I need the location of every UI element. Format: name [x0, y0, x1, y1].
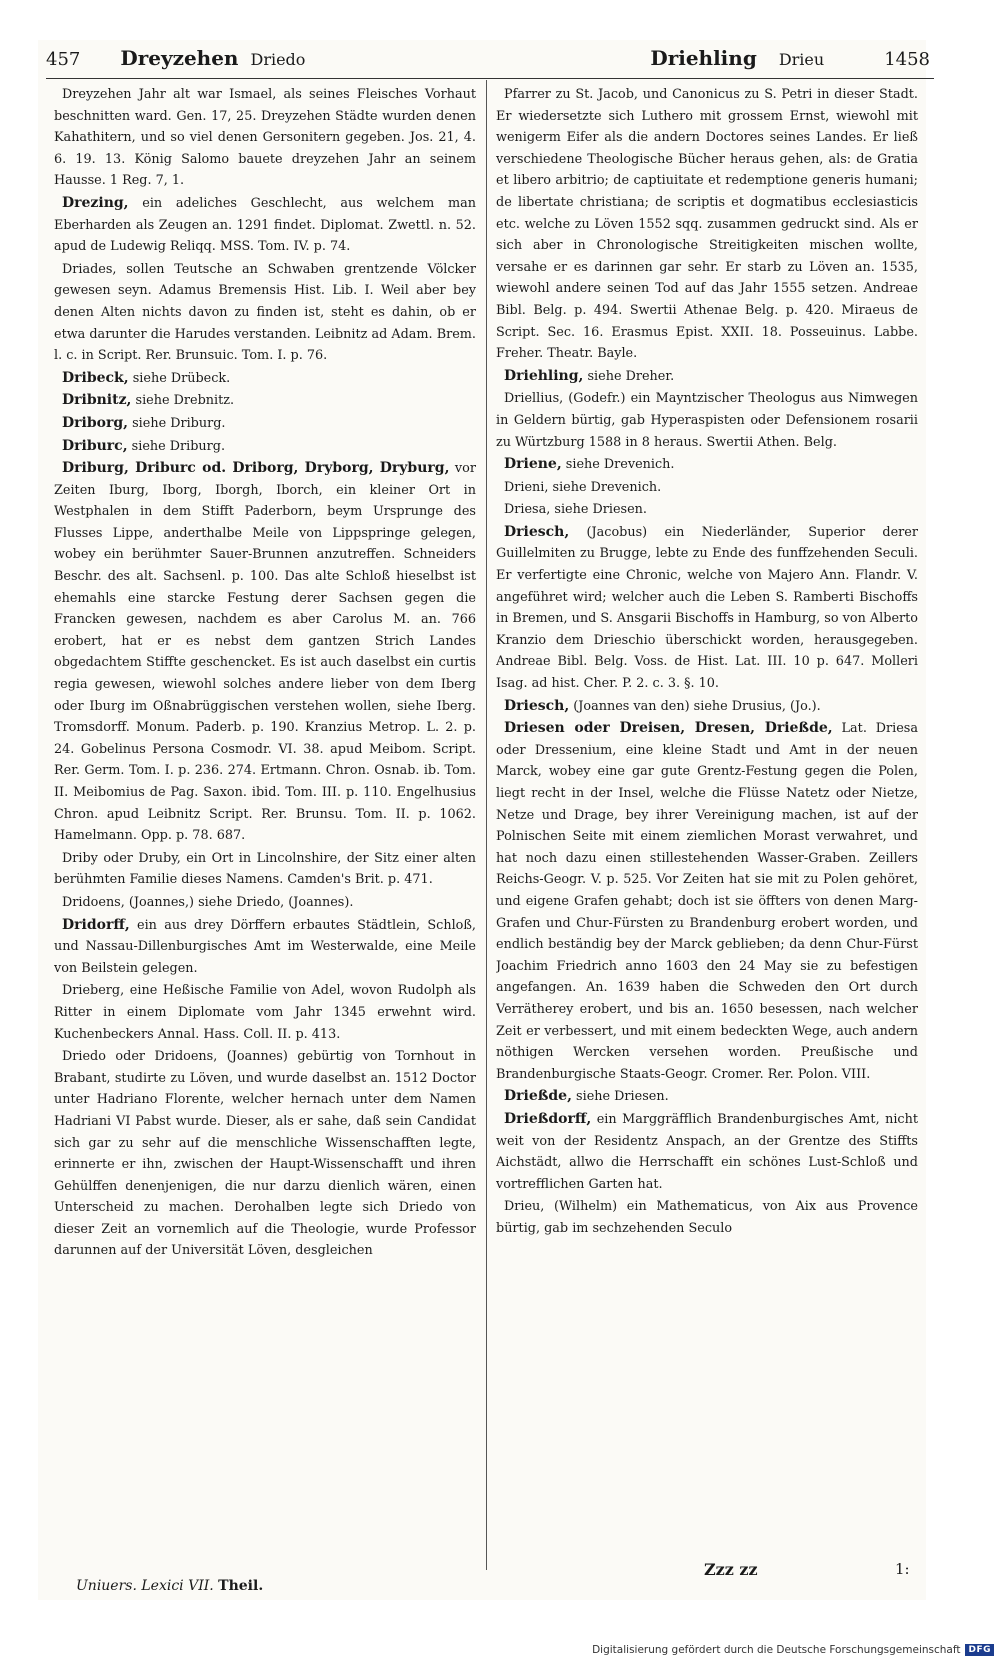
dictionary-entry: [496, 1109, 918, 1195]
dfg-logo: DFG: [965, 1644, 994, 1656]
entry-text: ein adeliches Geschlecht, aus welchem man Eberharden als Zeugen an. 1291 findet. Diplomat. Zwettl. n. 52. apud de Ludewig Reliqq. MSS. Tom. IV. p. 74.: [54, 195, 476, 255]
dictionary-entry: [496, 696, 918, 718]
entry-text: (Jacobus) ein Niederländer, Superior derer Guillelmiten zu Brugge, lebte zu Ende des funffzehenden Seculi. Er verfertigte eine Chronic, welche von Majero Ann. Flandr. V. angeführet wird; welcher auch die Leben S. Ramberti Bischoffs in Bremen, und S. Ansgarii Bischoffs in Hamburg, so von Alberto Kranzio dem Drieschio überschickt worden, herausgegeben. Andreae Bibl. Belg. Voss. de Hist. Lat. III. 10 p. 647. Molleri Isag. ad hist. Cher. P. 2. c. 3. §. 10.: [496, 524, 918, 692]
dictionary-entry: [54, 390, 476, 412]
dictionary-entry: [54, 458, 476, 847]
right-page-number: 1458: [884, 49, 930, 70]
entry-headword: Driburg, Driburc od. Driborg, Dryborg, Dryburg,: [62, 460, 450, 477]
entry-text: Pfarrer zu St. Jacob, und Canonicus zu S. Petri in dieser Stadt. Er wiedersetzte sich Luthero mit grossem Ernst, wiewohl mit wenigerm Eifer als die andern Doctores seines Landes. Er ließ verschiedene Theologische Bücher heraus gehen, als: de Gratia et libero arbitrio; de captiuitate et redemptione generis humani; de libertate christiana; de scriptis et dogmatibus ecclesiasticis etc. welche zu Löven 1552 sqq. zusammen gedruckt sind. Als er sich aber in Chronologische Streitigkeiten mischen wollte, versahe er es darinnen gar sehr. Er starb zu Löven an. 1535, wiewohl andere seinen Tod auf das Jahr 1555 setzen. Andreae Bibl. Belg. p. 494. Swertii Athenae Belg. p. 420. Miraeus de Script. Sec. 16. Erasmus Epist. XXII. 18. Posseuinus. Labbe. Freher. Theatr. Bayle.: [496, 87, 918, 362]
entry-text: siehe Driesen.: [576, 1089, 669, 1105]
dictionary-entry: [496, 454, 918, 476]
footer-volume-title: Uniuers. Lexici VII.: [76, 1578, 214, 1594]
dictionary-entry: [54, 892, 476, 914]
dictionary-entry: [496, 499, 918, 521]
dictionary-entry: [54, 413, 476, 435]
dictionary-entry: [496, 388, 918, 453]
entry-text: vor Zeiten Iburg, Iborg, Iborgh, Iborch, ein kleiner Ort in Westphalen in dem Stifft Paderborn, beym Ursprunge des Flusses Lippe, anderthalbe Meile von Lippspringe gelegen, wobey ein berühmter Sauer-Brunnen anzutreffen. Schneiders Beschr. des alt. Sachsenl. p. 100. Das alte Schloß hieselbst ist ehemahls eine starcke Festung derer Sachsen gegen die Francken gewesen, nachdem es aber Carolus M. an. 766 erobert, hat er es nebst dem gantzen Strich Landes obgedachtem Stiffte geschencket. Es ist auch daselbst ein curtis regia gewesen, wiewohl solches andere lieber von dem Iberg oder Iburg im Oßnabrüggischen verstehen wollen, siehe Iberg. Tromsdorff. Monum. Paderb. p. 190. Kranzius Metrop. L. 2. p. 24. Gobelinus Persona Cosmodr. VI. 38. apud Meibom. Script. Rer. Germ. Tom. I. p. 236. 274. Ertmann. Chron. Osnab. ib. Tom. II. Meibomius de Pag. Saxon. ibid. Tom. III. p. 110. Engelhusius Chron. apud Leibnitz Script. Rer. Brunsu. Tom. II. p. 1062. Hamelmann. Opp. p. 78. 687.: [54, 461, 476, 844]
entry-headword: Dridorff,: [62, 916, 130, 933]
dictionary-entry: [496, 477, 918, 499]
entry-headword: Driesch,: [504, 523, 570, 540]
right-column: [496, 84, 918, 1524]
entry-text: ein Marggräfflich Brandenburgisches Amt, nicht weit von der Residentz Anspach, an der Grentze des Stiffts Aichstädt, allwo die Herrschafft ein schönes Lust-Schloß und vortrefflichen Garten hat.: [496, 1111, 918, 1192]
digitization-credit: [592, 1644, 994, 1656]
entry-headword: Dribnitz,: [62, 392, 132, 409]
column-divider: [486, 80, 487, 1570]
dictionary-entry: [496, 718, 918, 1085]
entry-text: siehe Drübeck.: [132, 370, 231, 386]
right-page-header: [510, 46, 930, 76]
dictionary-entry: [496, 1196, 918, 1239]
entry-text: Drieu, (Wilhelm) ein Mathematicus, von Aix aus Provence bürtig, gab im sechzehenden Seculo: [496, 1199, 918, 1236]
dictionary-entry: [496, 1086, 918, 1108]
footer-signature: Zzz zz: [704, 1560, 758, 1579]
entry-headword: Dribeck,: [62, 369, 129, 386]
entry-text: siehe Drevenich.: [565, 457, 675, 473]
right-catchword: Driehling: [650, 46, 757, 70]
entry-text: ein aus drey Dörffern erbautes Städtlein, Schloß, und Nassau-Dillenburgisches Amt im Westerwalde, eine Meile von Beilstein gelegen.: [54, 917, 476, 976]
left-page-header: [46, 46, 466, 76]
footer-catchword: 1:: [895, 1560, 910, 1578]
entry-text: Driellius, (Godefr.) ein Mayntzischer Theologus aus Nimwegen in Geldern bürtig, gab Hyperaspisten oder Defensionem rosarii zu Würtzburg 1588 in 8 heraus. Swertii Athen. Belg.: [496, 391, 918, 450]
entry-text: Driedo oder Dridoens, (Joannes) gebürtig von Tornhout in Brabant, studirte zu Löven, und wurde daselbst an. 1512 Doctor unter Hadriano Florente, welcher hernach unter dem Namen Hadriani VI Pabst wurde. Dieser, als er sahe, daß sein Candidat sich gar zu sehr auf die menschliche Wissenschafften legte, erinnerte er ihn, zwischen der Haupt-Wissenschafft und ihren Gehülffen denenjenigen, die nur darzu dienlich wären, einen Unterscheid zu machen. Derohalben legte sich Driedo von dieser Zeit an vornemlich auf die Theologie, wurde Professor darunnen auf der Universität Löven, desgleichen: [54, 1049, 476, 1259]
left-column: [54, 84, 476, 1572]
header-rule: [46, 78, 934, 79]
entry-headword: Driesch,: [504, 697, 570, 714]
left-subword: Driedo: [250, 50, 306, 69]
entry-headword: Driene,: [504, 456, 562, 473]
footer-volume-part: Theil.: [218, 1578, 264, 1594]
credit-text: Digitalisierung gefördert durch die Deutsche Forschungsgemeinschaft: [592, 1644, 961, 1656]
entry-text: siehe Driburg.: [132, 415, 226, 431]
entry-text: siehe Drebnitz.: [135, 393, 235, 409]
entry-text: Lat. Driesa oder Dressenium, eine kleine Stadt und Amt in der neuen Marck, wobey eine gar gute Grentz-Festung gegen die Polen, liegt recht in der Insel, welche die Flüsse Natetz oder Nietze, Netze und Drage, bey ihrer Vereinigung machen, ist auf der Polnischen Seite mit einem ziemlichen Morast verwahret, und hat noch dazu einen stillestehenden Wasser-Graben. Zeillers Reichs-Geogr. V. p. 525. Vor Zeiten hat sie mit zu Polen gehöret, und eigene Grafen gehabt; doch ist sie öffters von denen Marg-Grafen und Chur-Fürsten zu Brandenburg erobert worden, und endlich beständig bey der Marck geblieben; da denn Chur-Fürst Joachim Friedrich anno 1603 den 24 May sie zu befestigen angefangen. An. 1639 haben die Schweden den Ort durch Verrätherey erobert, und bis an. 1650 besessen, nach welcher Zeit er verbessert, und mit einem bedeckten Wege, auch andern nöthigen Wercken versehen worden. Preußische und Brandenburgische Staats-Geogr. Cromer. Rer. Polon. VIII.: [496, 721, 918, 1082]
entry-headword: Driborg,: [62, 414, 129, 431]
dictionary-entry: [54, 193, 476, 258]
entry-text: Drieni, siehe Drevenich.: [504, 479, 662, 495]
footer-volume: [76, 1578, 263, 1594]
entry-text: Drieberg, eine Heßische Familie von Adel, wovon Rudolph als Ritter in einem Diplomate vom Jahr 1345 erwehnt wird. Kuchenbeckers Annal. Hass. Coll. II. p. 413.: [54, 983, 476, 1042]
entry-text: Driades, sollen Teutsche an Schwaben grentzende Völcker gewesen seyn. Adamus Bremensis Hist. Lib. I. Weil aber bey denen Alten nichts davon zu finden ist, steht es dahin, ob er etwa darunter die Harudes verstanden. Leibnitz ad Adam. Brem. l. c. in Script. Rer. Brunsuic. Tom. I. p. 76.: [54, 261, 476, 364]
entry-headword: Driesen oder Dreisen, Dresen, Drießde,: [504, 720, 833, 737]
dictionary-entry: [54, 259, 476, 367]
entry-text: (Joannes van den) siehe Drusius, (Jo.).: [573, 698, 821, 714]
entry-text: Dreyzehen Jahr alt war Ismael, als seines Fleisches Vorhaut beschnitten ward. Gen. 17, 25. Dreyzehen Städte wurden denen Kahathitern, und so viel denen Gersonitern gegeben. Jos. 21, 4. 6. 19. 13. König Salomo bauete dreyzehen Jahr an seinem Hausse. 1 Reg. 7, 1.: [54, 87, 476, 189]
dictionary-entry: [54, 848, 476, 891]
dictionary-entry: [54, 368, 476, 390]
entry-text: Driesa, siehe Driesen.: [504, 502, 647, 518]
dictionary-entry: [496, 84, 918, 365]
entry-headword: Driehling,: [504, 367, 584, 384]
entry-headword: Drezing,: [62, 194, 129, 211]
dictionary-entry: [54, 980, 476, 1045]
entry-text: Driby oder Druby, ein Ort in Lincolnshire, der Sitz einer alten berühmten Familie dieses Namens. Camden's Brit. p. 471.: [54, 850, 476, 888]
dictionary-entry: [54, 436, 476, 458]
dictionary-entry: [54, 915, 476, 980]
entry-text: Dridoens, (Joannes,) siehe Driedo, (Joannes).: [62, 894, 354, 910]
entry-text: siehe Dreher.: [587, 368, 675, 384]
dictionary-entry: [54, 1046, 476, 1262]
dictionary-entry: [496, 522, 918, 695]
left-catchword: Dreyzehen: [120, 46, 239, 70]
entry-headword: Drießde,: [504, 1088, 572, 1105]
dictionary-entry: [496, 366, 918, 388]
dictionary-entry: [54, 84, 476, 192]
entry-headword: Drießdorff,: [504, 1110, 592, 1127]
entry-headword: Driburc,: [62, 437, 128, 454]
left-page-number: 457: [46, 49, 81, 70]
entry-text: siehe Driburg.: [131, 438, 226, 454]
right-subword: Drieu: [778, 50, 825, 69]
